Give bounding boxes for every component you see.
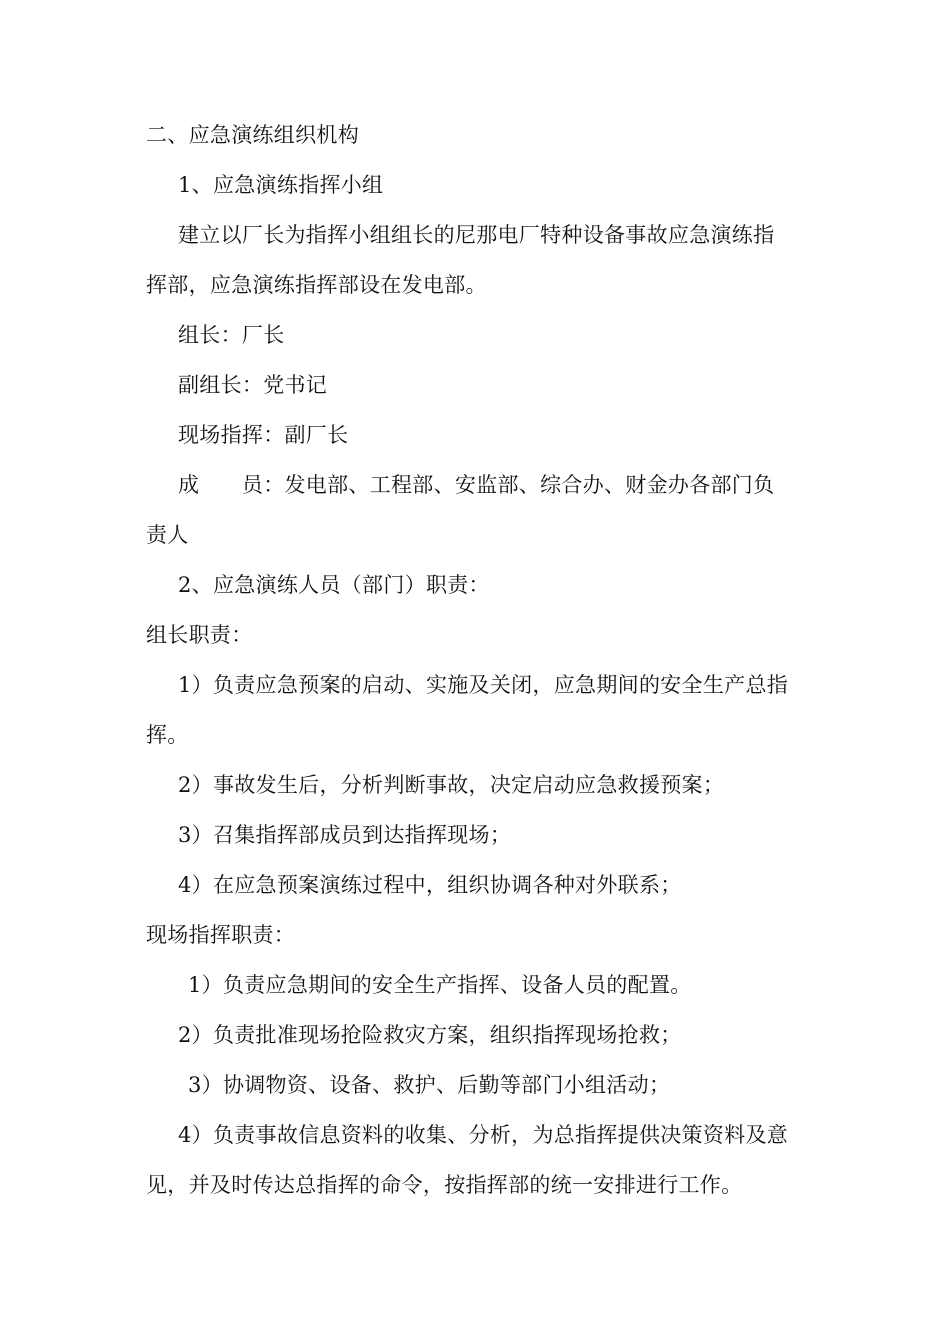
paragraph-line: 见，并及时传达总指挥的命令，按指挥部的统一安排进行工作。: [146, 1173, 743, 1197]
role-heading: 现场指挥职责：: [146, 923, 296, 947]
list-item: 组长：厂长: [178, 323, 285, 347]
list-item: 1）负责应急预案的启动、实施及关闭，应急期间的安全生产总指: [178, 673, 789, 697]
subsection-heading: 2、应急演练人员（部门）职责：: [178, 573, 490, 597]
list-item: 2）事故发生后，分析判断事故，决定启动应急救援预案；: [178, 773, 725, 797]
list-item: 2）负责批准现场抢险救灾方案，组织指挥现场抢救；: [178, 1023, 682, 1047]
paragraph-line: 挥部，应急演练指挥部设在发电部。: [146, 273, 487, 297]
list-item: 3）协调物资、设备、救护、后勤等部门小组活动；: [188, 1073, 671, 1097]
section-heading: 二、应急演练组织机构: [146, 123, 359, 147]
list-item: 4）在应急预案演练过程中，组织协调各种对外联系；: [178, 873, 682, 897]
list-item: 现场指挥：副厂长: [178, 423, 349, 447]
list-item: 成 员：发电部、工程部、安监部、综合办、财金办各部门负: [178, 473, 775, 497]
paragraph-line: 建立以厂长为指挥小组组长的尼那电厂特种设备事故应急演练指: [178, 223, 775, 247]
role-heading: 组长职责：: [146, 623, 253, 647]
list-item: 4）负责事故信息资料的收集、分析，为总指挥提供决策资料及意: [178, 1123, 789, 1147]
list-item: 1）负责应急期间的安全生产指挥、设备人员的配置。: [188, 973, 692, 997]
paragraph-line: 责人: [146, 523, 189, 547]
list-item: 3）召集指挥部成员到达指挥现场；: [178, 823, 512, 847]
paragraph-line: 挥。: [146, 723, 189, 747]
subsection-heading: 1、应急演练指挥小组: [178, 173, 384, 197]
list-item: 副组长：党书记: [178, 373, 328, 397]
